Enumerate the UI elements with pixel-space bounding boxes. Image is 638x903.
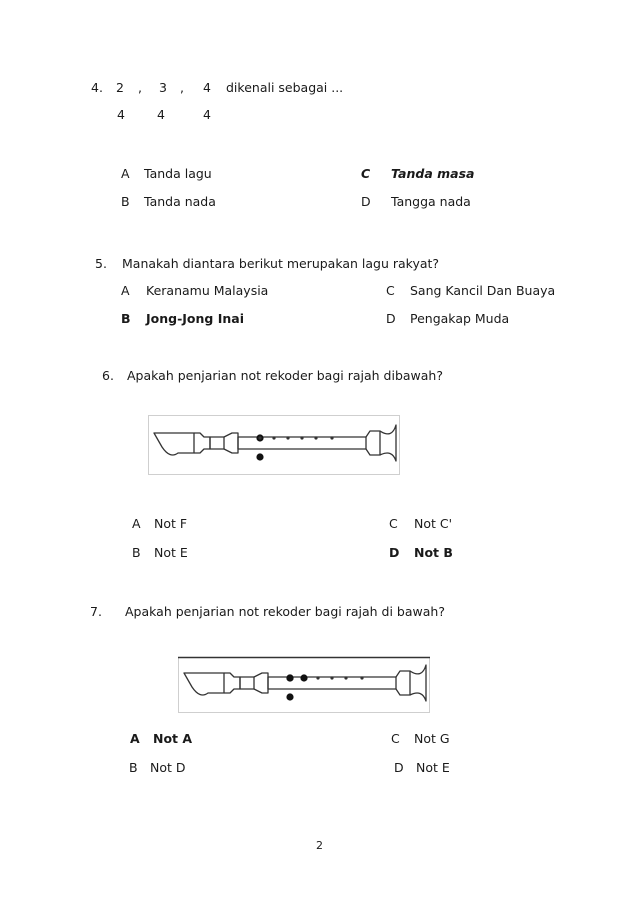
- comma-2: ,: [180, 80, 184, 95]
- finger-hole: [330, 676, 333, 679]
- thumb-hole: [256, 453, 263, 460]
- time-signature-1-bottom: 4: [117, 107, 125, 122]
- finger-hole: [314, 436, 317, 439]
- time-signature-2-top: 3: [159, 80, 167, 95]
- q5-option-d-letter: D: [386, 311, 396, 326]
- q4-question: dikenali sebagai ...: [226, 80, 344, 95]
- recorder-fingering-diagram-q6: [148, 415, 400, 475]
- recorder-icon: [154, 425, 396, 461]
- thumb-hole: [286, 693, 293, 700]
- q5-option-b-text: Jong-Jong Inai: [146, 311, 244, 326]
- q7-number: 7.: [90, 604, 102, 619]
- q5-option-b-letter: B: [121, 311, 131, 326]
- q7-option-d-text: Not E: [416, 760, 450, 775]
- time-signature-3-bottom: 4: [203, 107, 211, 122]
- q6-option-d-letter: D: [389, 545, 400, 560]
- q7-option-b-letter: B: [129, 760, 138, 775]
- q4-option-a-letter: A: [121, 166, 130, 181]
- q7-option-b-text: Not D: [150, 760, 186, 775]
- q5-option-a-text: Keranamu Malaysia: [146, 283, 269, 298]
- finger-hole: [286, 436, 289, 439]
- q7-option-c-letter: C: [391, 731, 400, 746]
- diagram-frame: [149, 416, 400, 475]
- recorder-icon: [184, 665, 426, 701]
- q6-option-c-text: Not C': [414, 516, 453, 531]
- q5-option-a-letter: A: [121, 283, 130, 298]
- q7-option-c-text: Not G: [414, 731, 450, 746]
- q6-number: 6.: [102, 368, 114, 383]
- q4-option-b-text: Tanda nada: [144, 194, 216, 209]
- finger-hole: [300, 674, 307, 681]
- finger-hole: [360, 676, 363, 679]
- q4-option-c-text: Tanda masa: [391, 166, 475, 181]
- finger-hole: [344, 676, 347, 679]
- q4-option-b-letter: B: [121, 194, 130, 209]
- q6-option-b-text: Not E: [154, 545, 188, 560]
- q5-option-c-text: Sang Kancil Dan Buaya: [410, 283, 556, 298]
- finger-hole: [330, 436, 333, 439]
- q4-option-c-letter: C: [361, 166, 371, 181]
- comma-1: ,: [138, 80, 142, 95]
- q6-option-d-text: Not B: [414, 545, 453, 560]
- q5-option-c-letter: C: [386, 283, 395, 298]
- page-number: 2: [316, 839, 323, 852]
- q6-option-c-letter: C: [389, 516, 398, 531]
- q4-option-d-letter: D: [361, 194, 371, 209]
- finger-hole: [316, 676, 319, 679]
- q4-option-d-text: Tangga nada: [391, 194, 471, 209]
- time-signature-1-top: 2: [116, 80, 124, 95]
- q6-option-a-text: Not F: [154, 516, 188, 531]
- q5-number: 5.: [95, 256, 107, 271]
- recorder-fingering-diagram-q7: [178, 653, 430, 713]
- q6-option-b-letter: B: [132, 545, 141, 560]
- finger-hole: [258, 436, 261, 439]
- q6-question: Apakah penjarian not rekoder bagi rajah dibawah?: [127, 368, 443, 383]
- q7-option-d-letter: D: [394, 760, 404, 775]
- time-signature-2-bottom: 4: [157, 107, 165, 122]
- q4-number: 4.: [91, 80, 103, 95]
- q5-question: Manakah diantara berikut merupakan lagu rakyat?: [122, 256, 440, 271]
- finger-hole: [300, 436, 303, 439]
- diagram-frame: [179, 658, 430, 713]
- q7-question: Apakah penjarian not rekoder bagi rajah di bawah?: [125, 604, 445, 619]
- finger-hole: [286, 674, 293, 681]
- q5-option-d-text: Pengakap Muda: [410, 311, 510, 326]
- q7-option-a-text: Not A: [153, 731, 193, 746]
- q7-option-a-letter: A: [130, 731, 140, 746]
- q4-option-a-text: Tanda lagu: [144, 166, 212, 181]
- q6-option-a-letter: A: [132, 516, 141, 531]
- finger-hole: [272, 436, 275, 439]
- time-signature-3-top: 4: [203, 80, 211, 95]
